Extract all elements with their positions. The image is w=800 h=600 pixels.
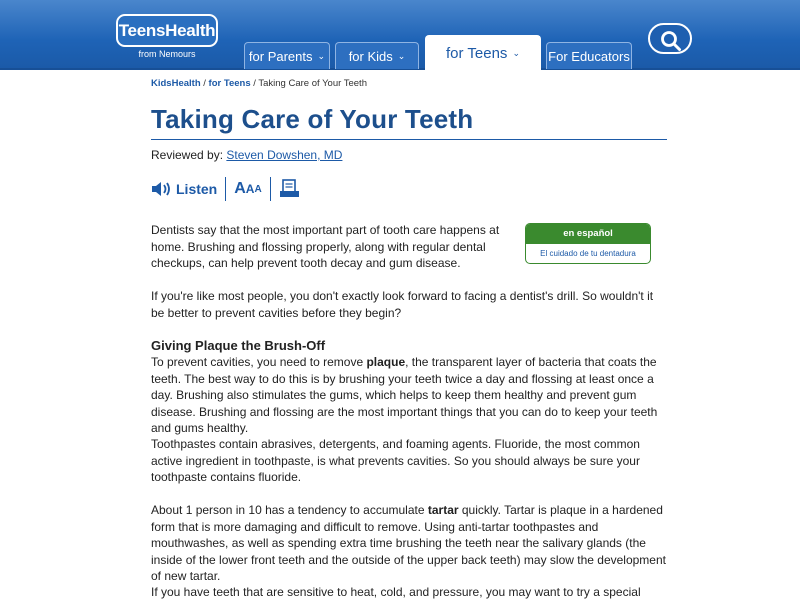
tab-for-kids[interactable] — [335, 42, 419, 69]
reviewed-by — [151, 148, 667, 162]
breadcrumb-separator: / — [200, 78, 209, 89]
breadcrumb-for-teens[interactable]: for Teens — [208, 78, 251, 89]
divider — [225, 177, 226, 201]
tab-for-teens[interactable] — [425, 35, 541, 70]
paragraph-5: If you have teeth that are sensitive to heat, cold, and pressure, you may want to try a special — [151, 585, 641, 599]
logo-subtitle: from Nemours — [138, 49, 196, 59]
espanol-link[interactable]: El cuidado de tu dentadura — [540, 249, 636, 258]
article-content — [151, 74, 667, 202]
term-tartar: tartar — [427, 503, 459, 517]
tab-label: for Parents — [248, 48, 313, 64]
logo-title: TeensHealth — [116, 14, 218, 47]
intro-paragraph: Dentists say that the most important part of tooth care happens at home. Brushing and flossing properly, along with regular dental checkups, can help prevent tooth decay and gum disease. — [151, 223, 500, 270]
search-button[interactable] — [648, 23, 692, 54]
tab-label: for Kids — [348, 48, 393, 64]
chevron-down-icon: ⌄ — [317, 50, 326, 61]
section-heading-plaque: Giving Plaque the Brush-Off — [151, 338, 326, 353]
tab-for-educators[interactable] — [546, 42, 632, 69]
text: To prevent cavities, you need to remove — [151, 355, 367, 369]
text: quickly. Tartar is plaque in a hardened form that is more damaging and difficult to remove. Using anti-tartar toothpastes and mouthwashes, as well as spending extra time brushing the teeth near the salivary glands (the inside of the lower front teeth and the outside of the upper back teeth) may slow the development of new tartar. — [151, 503, 666, 583]
search-icon — [660, 30, 682, 52]
text-size-large: A — [234, 180, 246, 197]
text-size-button[interactable] — [234, 180, 261, 198]
print-button[interactable] — [279, 179, 301, 199]
divider — [270, 177, 271, 201]
paragraph-3: Toothpastes contain abrasives, detergents, and foaming agents. Fluoride, the most common active ingredient in toothpaste, is what prevents cavities. So you should always be sure your toothpaste contains fluoride. — [151, 437, 640, 484]
breadcrumb-kidshealth[interactable]: KidsHealth — [151, 78, 201, 89]
text-size-medium: A — [245, 182, 255, 196]
text-size-small: A — [254, 183, 262, 195]
text: About 1 person in 10 has a tendency to accumulate — [151, 503, 428, 517]
text: , the transparent layer of bacteria that coats the teeth. The best way to do this is by brushing your teeth twice a day and flossing at least once a day. Brushing also stimulates the gums, which helps to keep them healthy and prevent gum disease. Brushing and flossing are the most important things that you can do to keep your teeth and gums healthy. — [151, 355, 658, 435]
paragraph-2 — [151, 354, 667, 437]
breadcrumb-current: Taking Care of Your Teeth — [258, 78, 367, 89]
speaker-icon — [151, 180, 173, 198]
tab-label: for Teens — [446, 44, 508, 62]
print-icon — [279, 179, 301, 199]
article-tools — [151, 176, 667, 202]
paragraph-4 — [151, 502, 667, 585]
espanol-label: en español — [526, 224, 650, 244]
page-title: Taking Care of Your Teeth — [151, 104, 667, 140]
breadcrumb-separator: / — [250, 78, 259, 89]
tab-for-parents[interactable] — [244, 42, 330, 69]
espanol-box — [525, 223, 651, 264]
listen-button[interactable] — [151, 180, 217, 198]
site-header — [0, 0, 800, 70]
listen-label: Listen — [176, 181, 218, 197]
chevron-down-icon: ⌄ — [512, 47, 520, 58]
reviewed-label: Reviewed by: — [151, 148, 227, 162]
reviewer-link[interactable]: Steven Dowshen, MD — [226, 148, 343, 162]
term-plaque: plaque — [366, 355, 406, 369]
chevron-down-icon: ⌄ — [397, 50, 406, 61]
teenshealth-logo[interactable] — [116, 14, 218, 61]
breadcrumb — [151, 78, 667, 89]
tab-label: For Educators — [548, 48, 630, 64]
paragraph-1: If you're like most people, you don't exactly look forward to facing a dentist's drill. So wouldn't it be better to prevent cavities before they begin? — [151, 289, 654, 320]
